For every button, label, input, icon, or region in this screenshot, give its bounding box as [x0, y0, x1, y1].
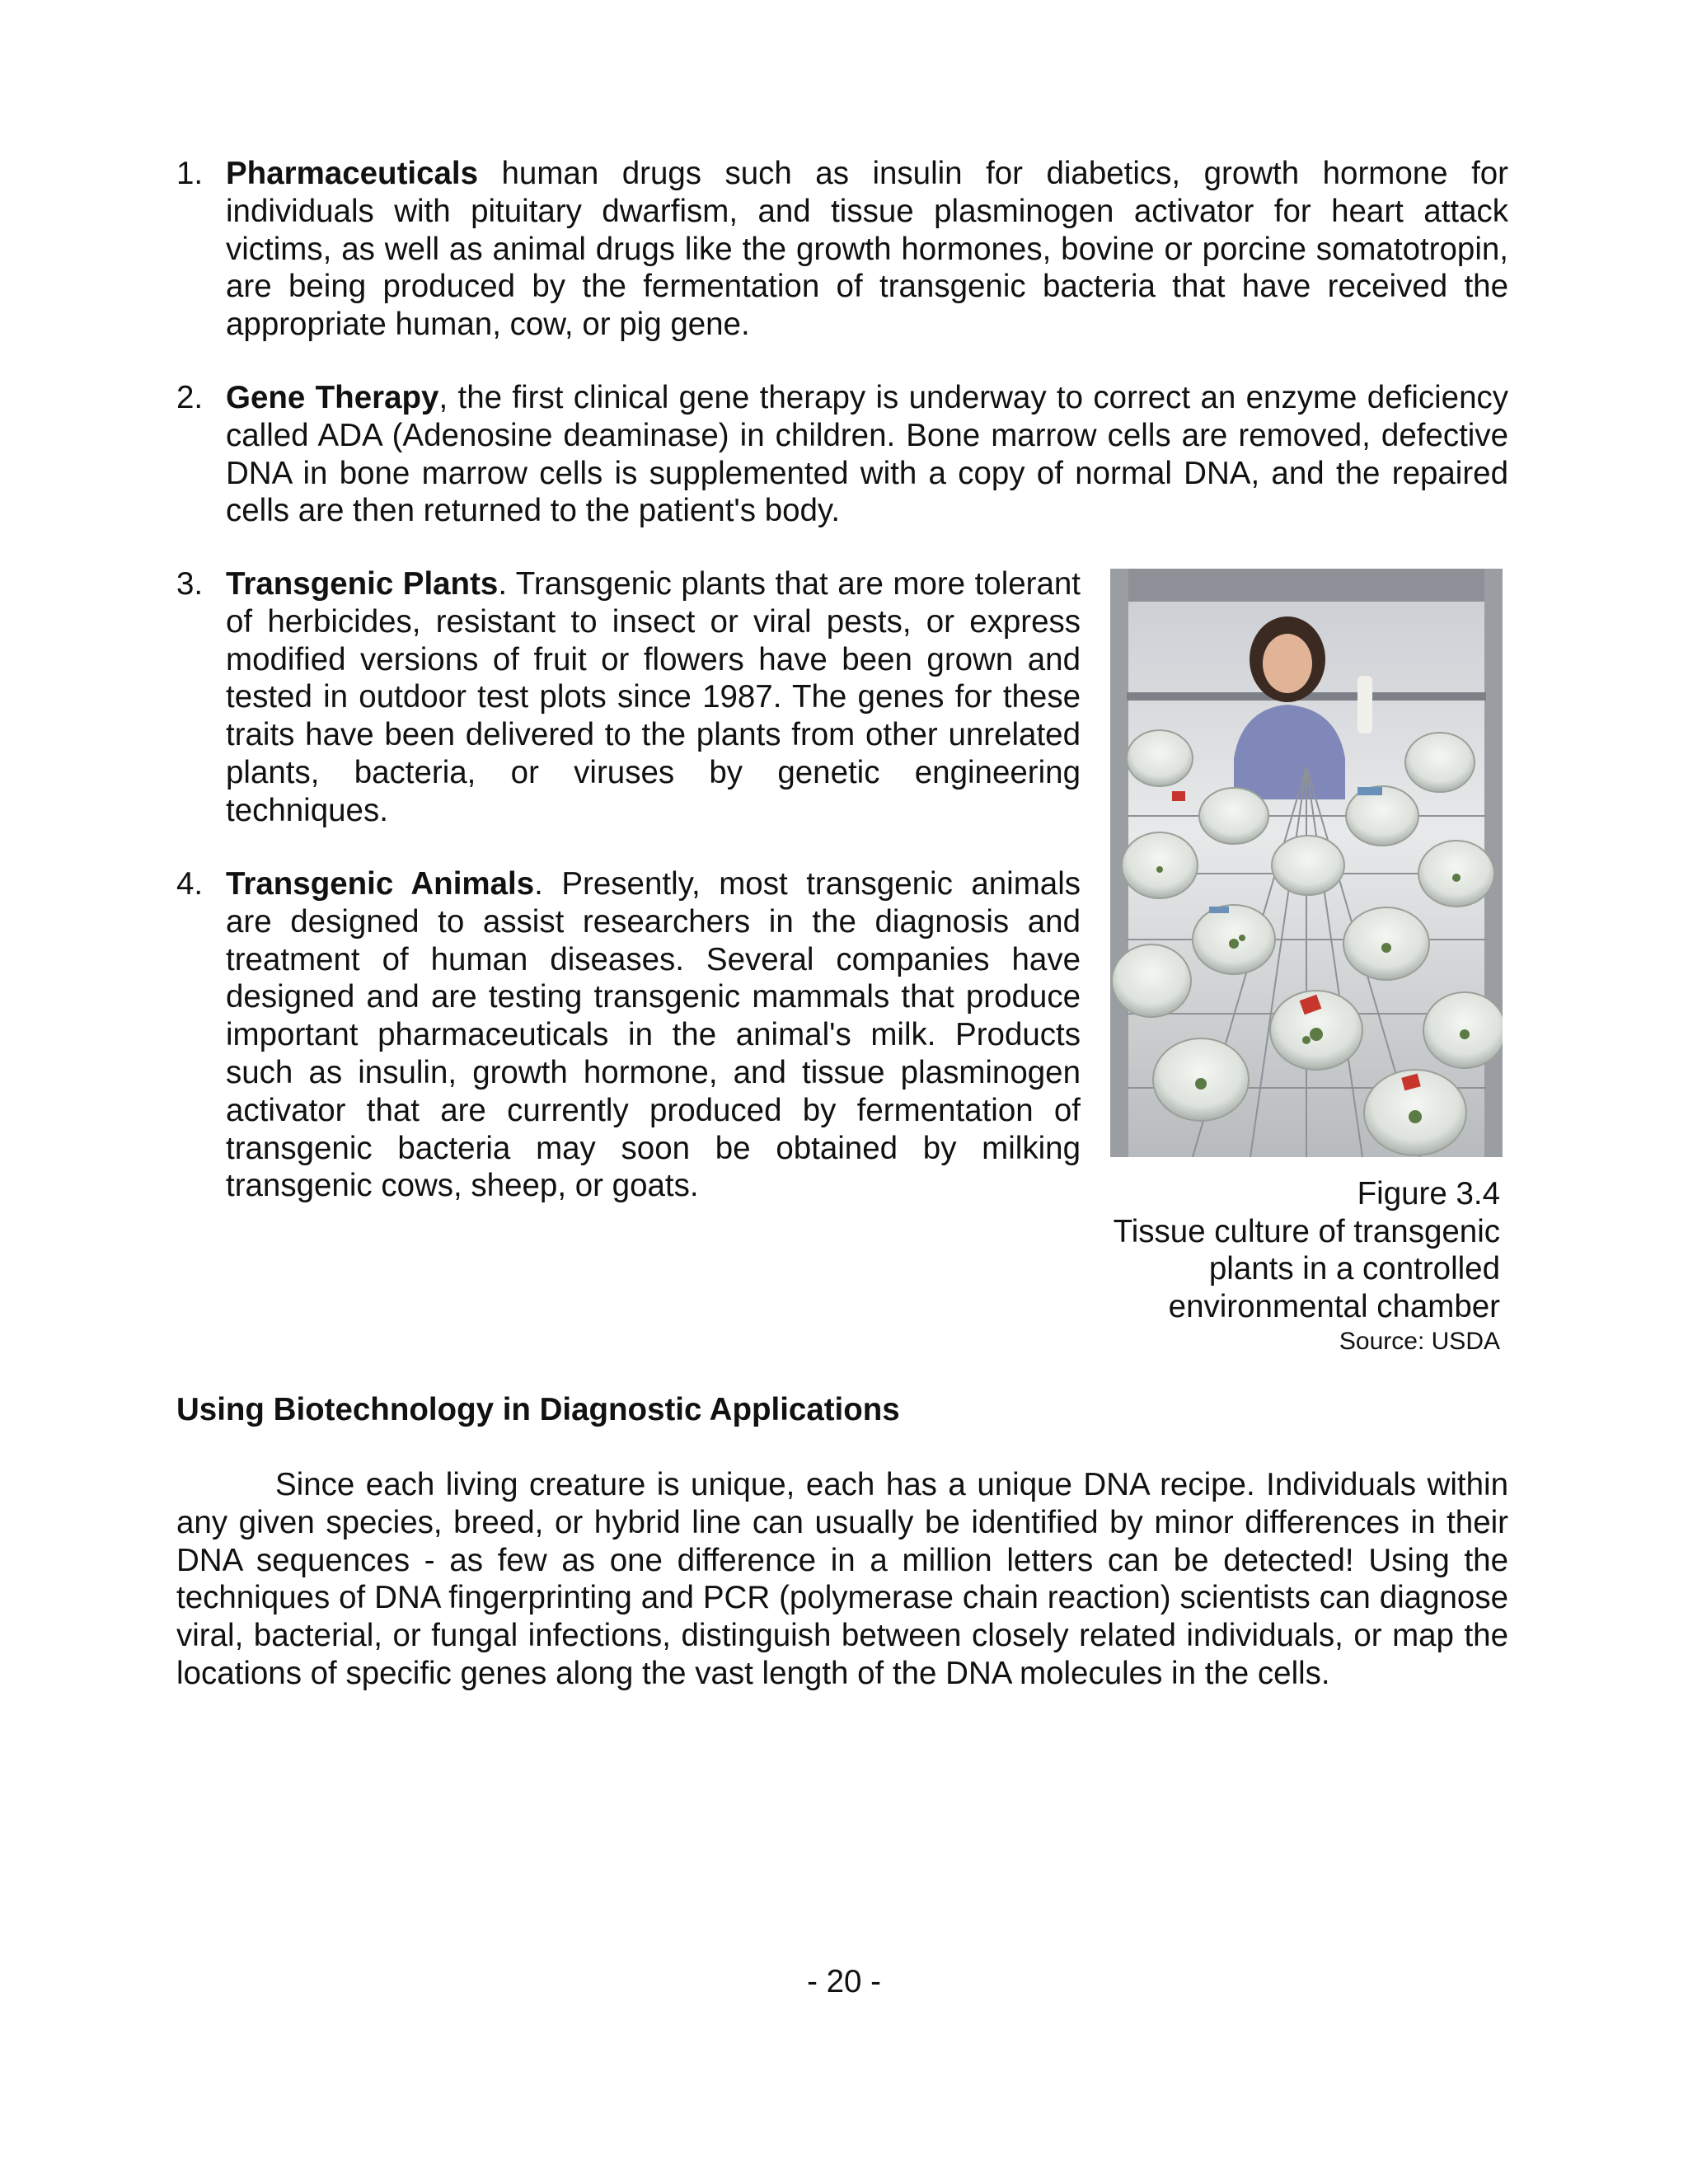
figure-label: Figure 3.4: [1357, 1176, 1500, 1212]
list-term: Transgenic Animals: [226, 866, 535, 902]
body-paragraph: Since each living creature is unique, each has a unique DNA recipe. Individuals within any given species, breed, or hybrid line can usually be identified by minor differences in their DNA sequences - as few as one difference in a million letters can be detected! Using the techniques of DNA fingerprinting and PCR (polymerase chain reaction) scientists can diagnose viral, bacterial, or fungal infections, distinguish between closely related individuals, or map the locations of specific genes along the vast length of the DNA molecules in the cells.: [176, 1467, 1508, 1691]
section-heading: Using Biotechnology in Diagnostic Applications: [176, 1392, 900, 1427]
figure-caption-line: environmental chamber: [1168, 1288, 1500, 1324]
list-number: 3.: [176, 566, 204, 602]
list-text: . Transgenic plants that are more tolerant of herbicides, resistant to insect or viral pests, or express modified versions of fruit or flowers have been grown and tested in outdoor test plots since 1987. The genes for these traits have been delivered to the plants from other unrelated plants, bacteria, or viruses by genetic engineering techniques.: [226, 566, 1081, 828]
list-text: . Presently, most transgenic animals are designed to assist researchers in the diagnosis and treatment of human diseases. Several companies have designed and are testing transgenic mammals that produce important pharmaceuticals in the animal's milk. Products such as insulin, growth hormone, and tissue plasminogen activator that are currently produced by fermentation of transgenic bacteria may soon be obtained by milking transgenic cows, sheep, or goats.: [226, 866, 1081, 1204]
list-item-pharmaceuticals: [176, 155, 1508, 344]
page-number: - 20 -: [807, 1964, 881, 1999]
list-term: Gene Therapy: [226, 380, 439, 415]
list-text: human drugs such as insulin for diabetics, growth hormone for individuals with pituitary dwarfism, and tissue plasminogen activator for heart attack victims, as well as animal drugs like the growth hormones, bovine or porcine somatotropin, are being produced by the fermentation of transgenic bacteria that have received the appropriate human, cow, or pig gene.: [226, 156, 1508, 343]
list-item-gene-therapy: [176, 379, 1508, 530]
list-term: Pharmaceuticals: [226, 156, 479, 191]
list-term: Transgenic Plants: [226, 566, 499, 602]
figure-caption: [1071, 1175, 1500, 1358]
list-number: 4.: [176, 866, 204, 902]
list-number: 2.: [176, 380, 204, 415]
list-number: 1.: [176, 156, 204, 191]
figure-source: Source: USDA: [1339, 1328, 1500, 1355]
list-text: , the first clinical gene therapy is underway to correct an enzyme deficiency called ADA (Adenosine deaminase) in children. Bone marrow cells are removed, defective DNA in bone marrow cells is supplemented with a copy of normal DNA, and the repaired cells are then returned to the patient's body.: [226, 380, 1509, 529]
figure-photo-tissue-culture: [1110, 569, 1503, 1157]
list-item-transgenic-plants: [176, 565, 1081, 830]
figure-caption-line: plants in a controlled: [1208, 1251, 1500, 1286]
list-item-transgenic-animals: [176, 865, 1081, 1205]
figure-caption-line: Tissue culture of transgenic: [1113, 1213, 1500, 1249]
